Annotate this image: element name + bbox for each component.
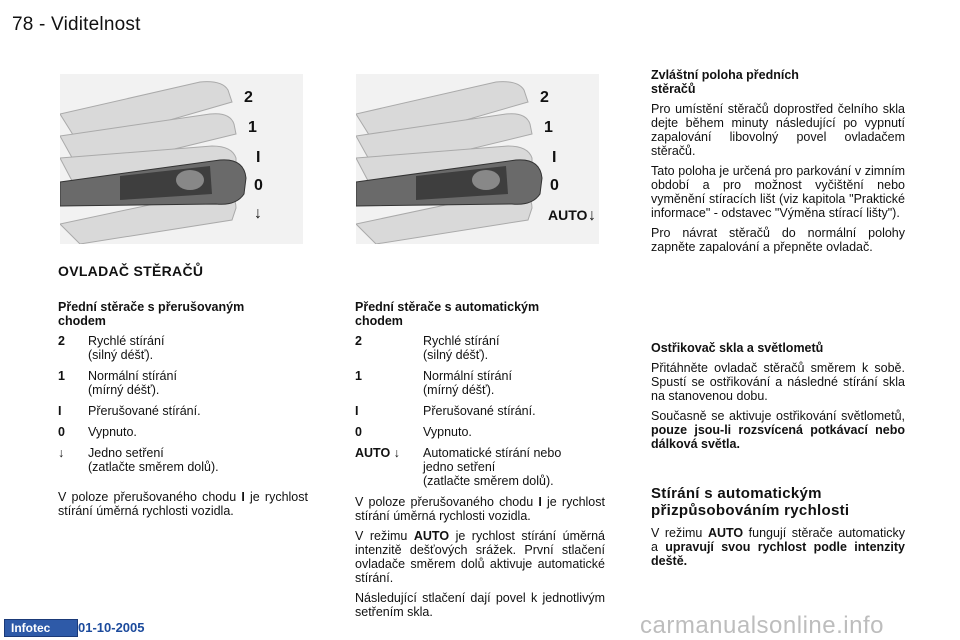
item-text: Přerušované stírání. — [423, 404, 536, 418]
item-key: 1 — [355, 369, 362, 383]
list-item — [58, 446, 308, 474]
item-text — [423, 334, 499, 362]
special-position-heading: Zvláštní poloha předních stěračů — [651, 68, 799, 96]
note-text: je rychlost stírání úměrná rychlosti vozidla. — [58, 490, 308, 518]
item-text-line1: Normální stírání — [423, 369, 512, 383]
item-text — [88, 446, 219, 474]
washer-text: Současně se aktivuje ostřikování světlometů, — [651, 409, 905, 423]
note-key: I — [538, 495, 542, 509]
header-separator: - — [39, 14, 46, 35]
position-label-intermittent: I — [552, 149, 557, 166]
left-column — [58, 300, 308, 524]
item-text-line2: (zatlačte směrem dolů). — [423, 474, 554, 488]
right-column — [651, 68, 905, 260]
down-arrow-icon: ↓ — [58, 446, 65, 460]
down-arrow-icon: ↓ — [588, 207, 596, 224]
item-text: Přerušované stírání. — [88, 404, 201, 418]
position-label-2: 2 — [244, 89, 253, 106]
washer-paragraph-1: Přitáhněte ovladač stěračů směrem k sobě. Spustí se ostřikování a následné stírání skla na stanovenou dobu. — [651, 361, 905, 403]
washer-paragraph-2 — [651, 409, 905, 451]
note-text: V režimu — [355, 529, 408, 543]
infotec-logo — [4, 619, 78, 637]
list-item — [355, 369, 605, 397]
list-item — [355, 404, 605, 418]
auto-speed-section — [651, 485, 905, 574]
auto-note-1 — [355, 495, 605, 523]
position-label-0: 0 — [254, 177, 263, 194]
note-key: I — [241, 490, 245, 504]
item-text — [423, 369, 512, 397]
auto-list — [355, 334, 605, 488]
item-key: 0 — [58, 425, 65, 439]
item-text-line2: (zatlačte směrem dolů). — [88, 460, 219, 474]
wiper-stalk-illustration — [60, 74, 303, 244]
wiper-stalk-figure-auto — [356, 74, 599, 244]
wiper-stalk-illustration — [356, 74, 599, 244]
item-text-line1: Rychlé stírání — [88, 334, 165, 348]
item-key: AUTO ↓ — [355, 446, 400, 460]
note-text: je rychlost stírání úměrná rychlosti vozidla. — [355, 495, 605, 523]
item-text-line2: (silný déšť). — [88, 348, 154, 362]
item-text-line1: Rychlé stírání — [423, 334, 500, 348]
position-label-1: 1 — [544, 119, 553, 136]
intermittent-heading: Přední stěrače s přerušovaným chodem — [58, 300, 245, 328]
intermittent-list — [58, 334, 308, 474]
list-item — [355, 425, 605, 439]
washer-text-bold: pouze jsou-li rozsvícená potkávací nebo dálková světla. — [651, 423, 905, 451]
position-label-0: 0 — [550, 177, 559, 194]
special-paragraph-2: Tato poloha je určená pro parkování v zimním období a pro možnost vyčištění nebo vyměnění stíracích lišt (viz kapitola "Praktické informace" - odstavec "Výměna stírací lišty"). — [651, 164, 905, 220]
item-key: 2 — [355, 334, 362, 348]
auto-key: AUTO — [707, 526, 744, 540]
auto-text-bold: upravují svou rychlost podle intenzity deště. — [651, 540, 905, 568]
auto-note-2 — [355, 529, 605, 585]
note-text: je rychlost stírání úměrná intenzitě dešťových srážek. První stlačení ovladače směrem dolů aktivuje automatické stírání. — [355, 529, 605, 585]
list-item — [355, 446, 605, 488]
washer-section — [651, 341, 905, 457]
item-text-line1: Normální stírání — [88, 369, 177, 383]
special-paragraph-3: Pro návrat stěračů do normální polohy zapněte zapalování a přepněte ovladač. — [651, 226, 905, 254]
auto-note-3: Následující stlačení dají povel k jednotlivým setřením skla. — [355, 591, 605, 619]
list-item — [355, 334, 605, 362]
item-key: 1 — [58, 369, 65, 383]
position-label-2: 2 — [540, 89, 549, 106]
down-arrow-icon: ↓ — [254, 205, 262, 222]
item-text-line2: (mírný déšť). — [88, 383, 160, 397]
position-label-1: 1 — [248, 119, 257, 136]
auto-text: fungují stěrače automaticky a — [651, 526, 905, 554]
item-text-line1: Jedno setření — [88, 446, 164, 460]
list-item — [58, 369, 308, 397]
item-text: Vypnuto. — [423, 425, 472, 439]
auto-speed-heading: Stírání s automatickým přizpůsobováním rychlosti — [651, 485, 850, 519]
item-key: I — [58, 404, 62, 418]
infotec-logo-text: Infotec — [11, 621, 51, 635]
item-key: I — [355, 404, 359, 418]
auto-heading: Přední stěrače s automatickým chodem — [355, 300, 540, 328]
auto-speed-paragraph — [651, 526, 905, 568]
washer-heading: Ostřikovač skla a světlometů — [651, 341, 824, 355]
item-text-line2: (silný déšť). — [423, 348, 489, 362]
wiper-stalk-figure-intermittent — [60, 74, 303, 244]
auto-label: AUTO — [548, 207, 588, 223]
item-key: 0 — [355, 425, 362, 439]
page-header — [12, 14, 141, 36]
list-item — [58, 334, 308, 362]
special-paragraph-1: Pro umístění stěračů doprostřed čelního skla dejte během minuty následující po vypnutí zapalování libovolný povel ovladačem stěračů. — [651, 102, 905, 158]
list-item — [58, 425, 308, 439]
item-key: 2 — [58, 334, 65, 348]
page-number: 78 — [12, 14, 34, 35]
position-label-intermittent: I — [256, 149, 261, 166]
item-text-line2: (mírný déšť). — [423, 383, 495, 397]
auto-text: V režimu — [651, 526, 703, 540]
note-key: AUTO — [413, 529, 450, 543]
section-title: OVLADAČ STĚRAČŮ — [58, 263, 204, 279]
item-text: Vypnuto. — [88, 425, 137, 439]
item-text-line1: Automatické stírání nebo jedno setření — [423, 446, 562, 474]
page-title: Viditelnost — [51, 14, 141, 35]
list-item — [58, 404, 308, 418]
note-text: V poloze přerušovaného chodu — [355, 495, 534, 509]
footer-date: 01-10-2005 — [78, 620, 145, 635]
note-text: V poloze přerušovaného chodu — [58, 490, 237, 504]
item-text — [88, 334, 164, 362]
middle-column — [355, 300, 605, 625]
item-text — [423, 446, 593, 488]
intermittent-note — [58, 490, 308, 518]
watermark: carmanualsonline.info — [640, 612, 884, 639]
item-text — [88, 369, 177, 397]
